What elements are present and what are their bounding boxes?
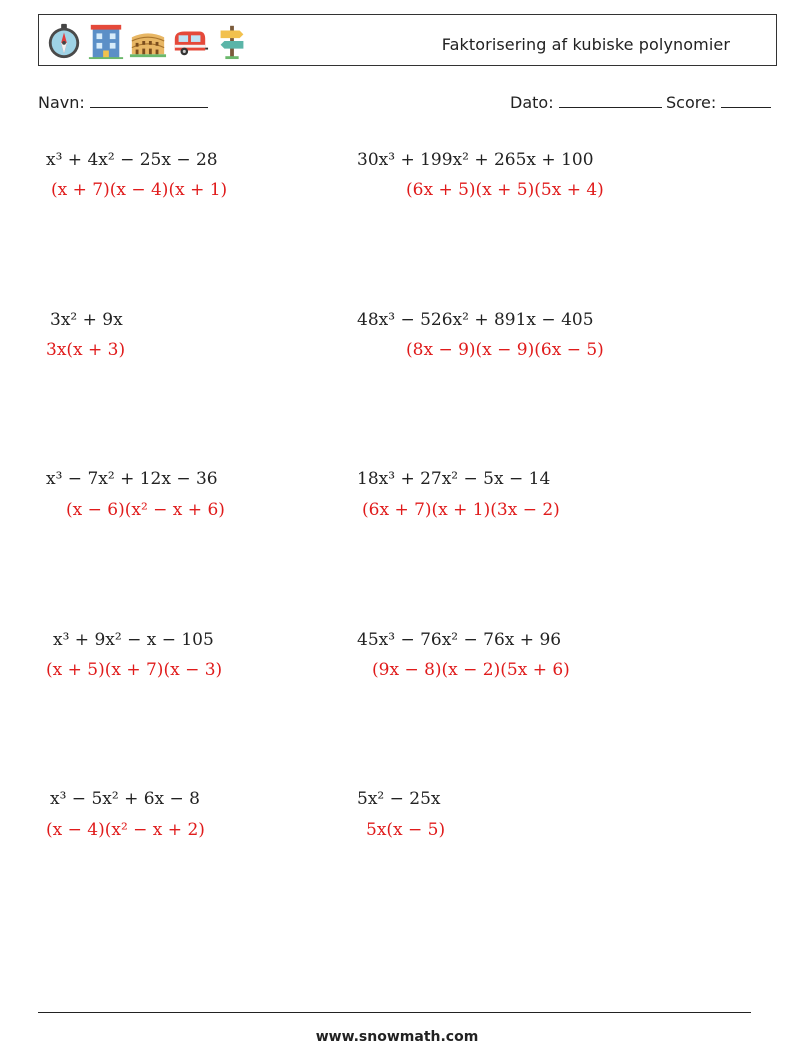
name-blank[interactable]	[90, 93, 208, 108]
name-field[interactable]	[38, 93, 208, 112]
compass-icon	[45, 21, 83, 61]
building-icon	[87, 21, 125, 61]
problem-5: x³ − 7x² + 12x − 36	[46, 469, 218, 489]
answer-8: (9x − 8)(x − 2)(5x + 6)	[372, 660, 570, 680]
problem-10: 5x² − 25x	[357, 789, 441, 809]
answer-7: (x + 5)(x + 7)(x − 3)	[46, 660, 223, 680]
footer-url[interactable]: www.snowmath.com	[315, 1029, 479, 1045]
problem-3: 3x² + 9x	[50, 310, 123, 330]
problem-7: x³ + 9x² − x − 105	[53, 630, 214, 650]
worksheet-header	[38, 14, 777, 66]
problem-8: 45x³ − 76x² − 76x + 96	[357, 630, 562, 650]
score-blank[interactable]	[721, 93, 771, 108]
camper-trailer-icon	[171, 21, 209, 61]
score-field[interactable]	[666, 93, 771, 112]
answer-3: 3x(x + 3)	[46, 340, 126, 360]
date-field[interactable]	[510, 93, 662, 112]
colosseum-icon	[129, 21, 167, 61]
header-icons	[45, 19, 251, 63]
problem-9: x³ − 5x² + 6x − 8	[50, 789, 200, 809]
name-label: Navn:	[38, 93, 85, 112]
worksheet-title: Faktorisering af kubiske polynomier	[441, 35, 730, 54]
problem-2: 30x³ + 199x² + 265x + 100	[357, 150, 594, 170]
signpost-icon	[213, 21, 251, 61]
problem-6: 18x³ + 27x² − 5x − 14	[357, 469, 551, 489]
date-label: Dato:	[510, 93, 554, 112]
problem-4: 48x³ − 526x² + 891x − 405	[357, 310, 594, 330]
answer-2: (6x + 5)(x + 5)(5x + 4)	[406, 180, 604, 200]
footer-divider	[38, 1012, 751, 1013]
answer-5: (x − 6)(x² − x + 6)	[66, 500, 225, 520]
answer-1: (x + 7)(x − 4)(x + 1)	[51, 180, 228, 200]
answer-10: 5x(x − 5)	[366, 820, 446, 840]
problem-1: x³ + 4x² − 25x − 28	[46, 150, 218, 170]
answer-9: (x − 4)(x² − x + 2)	[46, 820, 205, 840]
score-label: Score:	[666, 93, 717, 112]
answer-6: (6x + 7)(x + 1)(3x − 2)	[362, 500, 560, 520]
answer-4: (8x − 9)(x − 9)(6x − 5)	[406, 340, 604, 360]
date-blank[interactable]	[559, 93, 662, 108]
